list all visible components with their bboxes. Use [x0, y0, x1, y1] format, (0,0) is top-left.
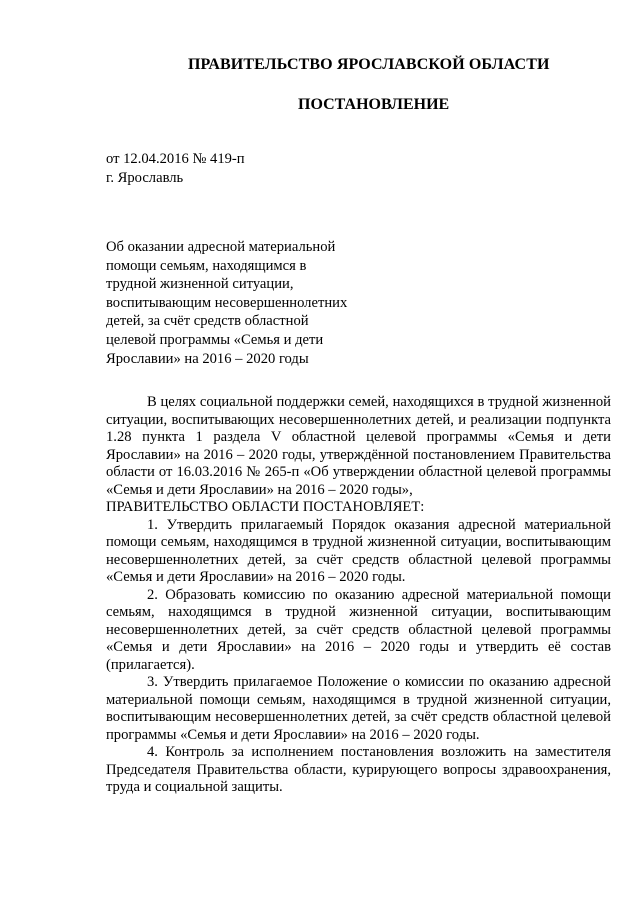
city: г. Ярославль	[106, 170, 184, 186]
resolution-item-1: 1. Утвердить прилагаемый Порядок оказания адресной материальной помощи семьям, находящимся в трудной жизненной ситуации, воспитывающим несовершеннолетних детей, за счёт средств областной целевой программы «Семья и дети Ярославии» на 2016 – 2020 годы.	[106, 516, 611, 585]
subject-line: помощи семьям, находящимся в	[106, 257, 307, 274]
resolution-item-4: 4. Контроль за исполнением постановления возложить на заместителя Председателя Правительства области, курирующего вопросы здравоохранения, труда и социальной защиты.	[106, 744, 611, 795]
organization-title: ПРАВИТЕЛЬСТВО ЯРОСЛАВСКОЙ ОБЛАСТИ	[188, 56, 550, 73]
resolution-item-3: 3. Утвердить прилагаемое Положение о комиссии по оказанию адресной материальной помощи семьям, находящимся в трудной жизненной ситуации, воспитывающим несовершеннолетних детей, за счёт средств областной целевой программы «Семья и дети Ярославии» на 2016 – 2020 годы.	[106, 674, 611, 743]
document-type-title: ПОСТАНОВЛЕНИЕ	[298, 96, 450, 113]
resolution-item-2: 2. Образовать комиссию по оказанию адресной материальной помощи семьям, находящимся в трудной жизненной ситуации, воспитывающим несовершеннолетних детей, за счёт средств областной целевой программы «Семья и дети Ярославии» на 2016 – 2020 годы и утвердить её состав (прилагается).	[106, 586, 611, 673]
document-body	[106, 394, 611, 797]
subject-line: Ярославии» на 2016 – 2020 годы	[106, 350, 309, 367]
resolution-heading: ПРАВИТЕЛЬСТВО ОБЛАСТИ ПОСТАНОВЛЯЕТ:	[106, 499, 425, 515]
document-meta	[106, 150, 245, 188]
document-subject	[106, 238, 386, 368]
subject-line: целевой программы «Семья и дети	[106, 331, 324, 348]
subject-line: детей, за счёт средств областной	[106, 313, 309, 330]
subject-line: трудной жизненной ситуации,	[106, 276, 294, 293]
preamble-paragraph: В целях социальной поддержки семей, находящихся в трудной жизненной ситуации, воспитывающих несовершеннолетних детей, и реализации подпункта 1.28 пункта 1 раздела V областной целевой программы «Семья и дети Ярославии» на 2016 – 2020 годы, утверждённой постановлением Правительства области от 16.03.2016 № 265-п «Об утверждении областной целевой программы «Семья и дети Ярославии» на 2016 – 2020 годы»,	[106, 394, 611, 498]
subject-line: Об оказании адресной материальной	[106, 239, 336, 255]
date-number: от 12.04.2016 № 419-п	[106, 151, 245, 167]
subject-line: воспитывающим несовершеннолетних	[106, 294, 348, 311]
